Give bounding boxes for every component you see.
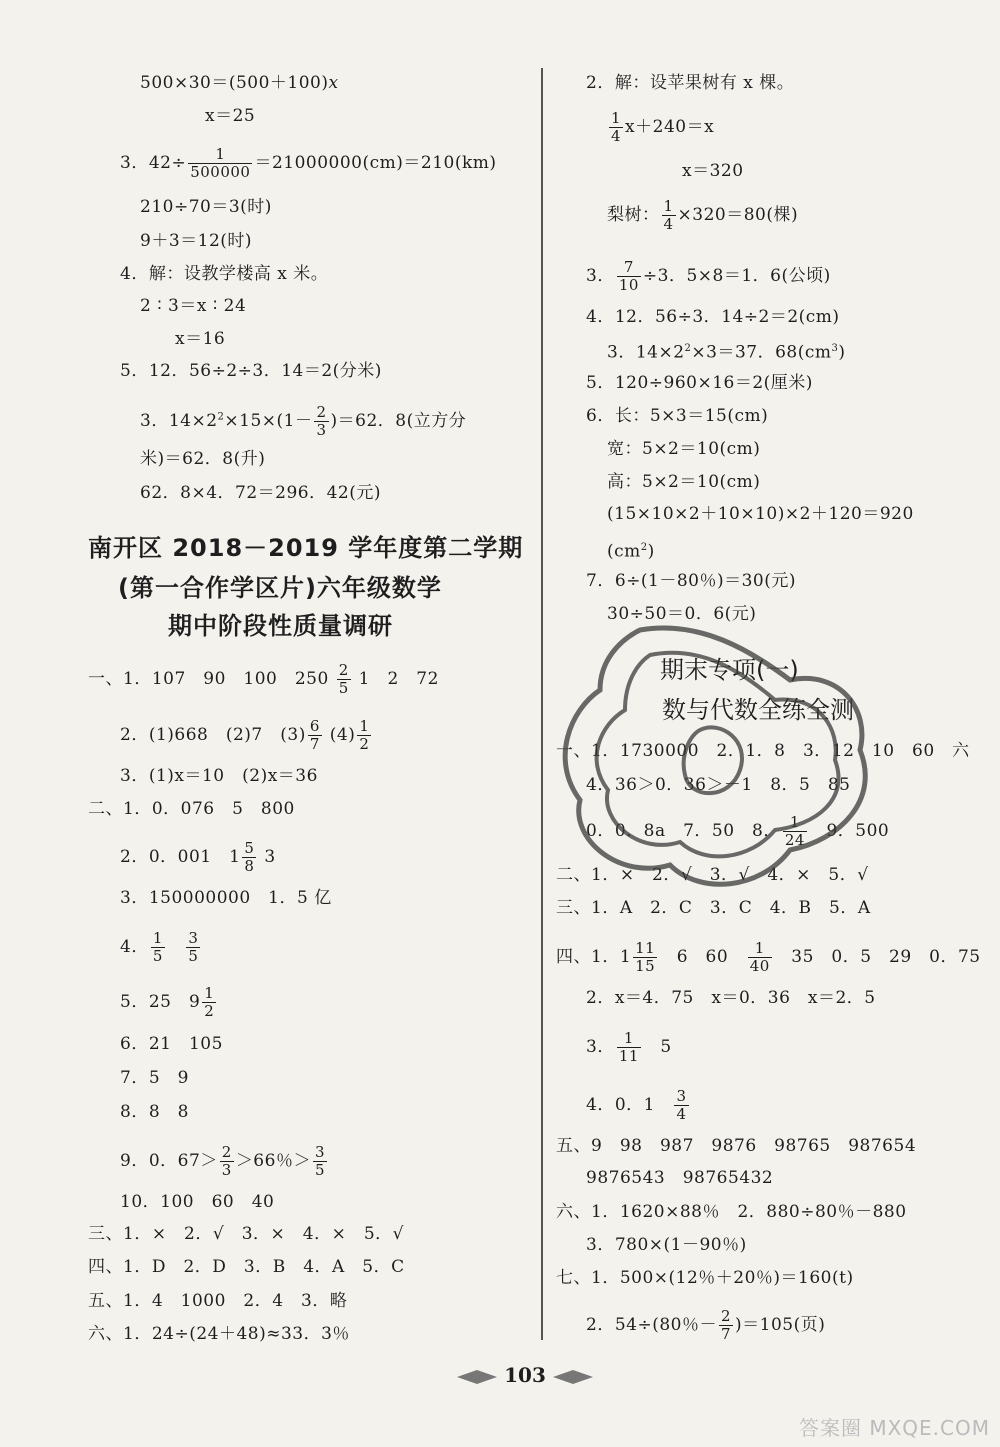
ornament-left-icon (457, 1370, 497, 1384)
answer-line: 8．8 8 (120, 1102, 189, 1122)
answer-line: 二、1．× 2．√ 3．√ 4．× 5．√ (556, 865, 869, 885)
equation-line: 米)＝62．8(升) (140, 449, 266, 469)
answer-line: 四、1．1 $\frac{11}{15}$ 6 60 $\frac{1}{40}$ 35 0．5 29 0．75 (556, 939, 981, 975)
section-title-line2: (第一合作学区片)六年级数学 (118, 574, 442, 602)
answer-line: 一、1．107 90 100 250 $\frac{2}{5}$ 1 2 72 (88, 661, 439, 697)
answer-line: 4． $\frac{1}{5}$ $\frac{3}{5}$ (120, 929, 199, 965)
answer-line: 9．0．67＞ $\frac{2}{3}$ ＞66％＞ $\frac{3}{5}$ (120, 1143, 325, 1179)
answer-line: 30÷50＝0．6(元) (607, 604, 757, 624)
answer-line: 一、1．1730000 2．1．8 3．12 10 60 六 (556, 741, 970, 761)
answer-line: 6．21 105 (120, 1034, 223, 1054)
answer-line: 5．25 9 $\frac{1}{2}$ (120, 984, 215, 1020)
subsection-title-line1: 期末专项(一) (660, 656, 799, 684)
equation-line: x＝16 (175, 329, 226, 349)
answer-line: 梨树： $\frac{1}{4}$ ×320＝80(棵) (607, 197, 799, 233)
equation-line: x＝25 (205, 106, 256, 126)
answer-line: 3．780×(1－90％) (586, 1235, 747, 1255)
answer-line: 三、1．× 2．√ 3．× 4．× 5．√ (88, 1224, 404, 1244)
answer-line: 六、1．24÷(24＋48)≈33．3％ (88, 1324, 350, 1344)
equation-line: 9＋3＝12(时) (140, 231, 253, 251)
equation-line: 5．12．56÷2÷3．14＝2(分米) (120, 361, 382, 381)
answer-line: 4．36＞0．36＞－1 8．5 85 (586, 775, 851, 795)
answer-line: 3． $\frac{1}{11}$ 5 (586, 1029, 672, 1065)
equation-line: 3．42÷ $\frac{1}{500000}$ ＝21000000(cm)＝210(km) (120, 145, 497, 181)
column-divider (541, 68, 543, 1340)
equation-line: 3．$14\times 2^2\times 15\times(1-$ $\frac{2}{3}$ )＝62．8(立方分 (140, 403, 467, 439)
answer-line: 7．6÷(1－80％)＝30(元) (586, 571, 796, 591)
answer-line: 三、1．A 2．C 3．C 4．B 5．A (556, 898, 871, 918)
answer-line: x＝320 (682, 161, 744, 181)
subsection-title-line2: 数与代数全练全测 (662, 696, 854, 724)
answer-line: 二、1．0．076 5 800 (88, 799, 295, 819)
answer-line: 4．12．56÷3．14÷2＝2(cm) (586, 307, 840, 327)
answer-line: 3．(1)x＝10 (2)x＝36 (120, 766, 318, 786)
equation-line: 4．解：设教学楼高 x 米。 (120, 264, 329, 284)
section-title-line1: 南开区 2018－2019 学年度第二学期 (88, 534, 524, 562)
answer-line: 3．$14\times 2^2\times 3=37$．$68(cm^3)$ (607, 342, 846, 363)
answer-line: $(cm^2)$ (607, 541, 655, 562)
equation-line: 210÷70＝3(时) (140, 197, 272, 217)
answer-line: 5．120÷960×16＝2(厘米) (586, 373, 813, 393)
answer-line: (15×10×2＋10×10)×2＋120＝920 (607, 504, 914, 524)
answer-line: 2．x＝4．75 x＝0．36 x＝2．5 (586, 988, 876, 1008)
answer-line: 9876543 98765432 (586, 1168, 774, 1188)
answer-line: 四、1．D 2．D 3．B 4．A 5．C (88, 1257, 405, 1277)
answer-line: 0．0．8a 7．50 8． $\frac{1}{24}$ 9．500 (586, 813, 890, 849)
answer-line: 2．54÷(80％－ $\frac{2}{7}$ )＝105(页) (586, 1307, 826, 1343)
answer-line: 五、1．4 1000 2．4 3．略 (88, 1291, 348, 1311)
answer-line: $\frac{1}{4}$ x＋240＝x (611, 109, 715, 145)
answer-line: 7．5 9 (120, 1068, 189, 1088)
answer-line: 3． $\frac{7}{10}$ ÷3．5×8＝1．6(公顷) (586, 258, 831, 294)
answer-line: 6．长：5×3＝15(cm) (586, 406, 769, 426)
answer-line: 2．0．001 1 $\frac{5}{8}$ 3 (120, 839, 276, 875)
answer-line: 七、1．500×(12％＋20％)＝160(t) (556, 1268, 854, 1288)
answer-line: 五、9 98 987 9876 98765 987654 (556, 1136, 917, 1156)
answer-line: 高：5×2＝10(cm) (607, 472, 761, 492)
answer-line: 2．(1)668 (2)7 (3) $\frac{6}{7}$ (4) $\frac{1}{2}$ (120, 717, 370, 753)
equation-line: 2 ∶ 3＝x ∶ 24 (140, 296, 247, 316)
answer-line: 4．0．1 $\frac{3}{4}$ (586, 1087, 687, 1123)
page-number: 103 (455, 1363, 595, 1387)
answer-line: 10．100 60 40 (120, 1192, 275, 1212)
answer-line: 2．解：设苹果树有 x 棵。 (586, 73, 795, 93)
equation-line: 62．8×4．72＝296．42(元) (140, 483, 381, 503)
answer-line: 宽：5×2＝10(cm) (607, 439, 761, 459)
equation-line: 500×30＝(500＋100)x (140, 73, 339, 93)
ornament-right-icon (553, 1370, 593, 1384)
answer-line: 六、1．1620×88％ 2．880÷80％－880 (556, 1202, 907, 1222)
section-title-line3: 期中阶段性质量调研 (168, 612, 393, 640)
answer-line: 3．150000000 1．5 亿 (120, 888, 332, 908)
watermark: 答案圈 MXQE.COM (798, 1416, 990, 1440)
